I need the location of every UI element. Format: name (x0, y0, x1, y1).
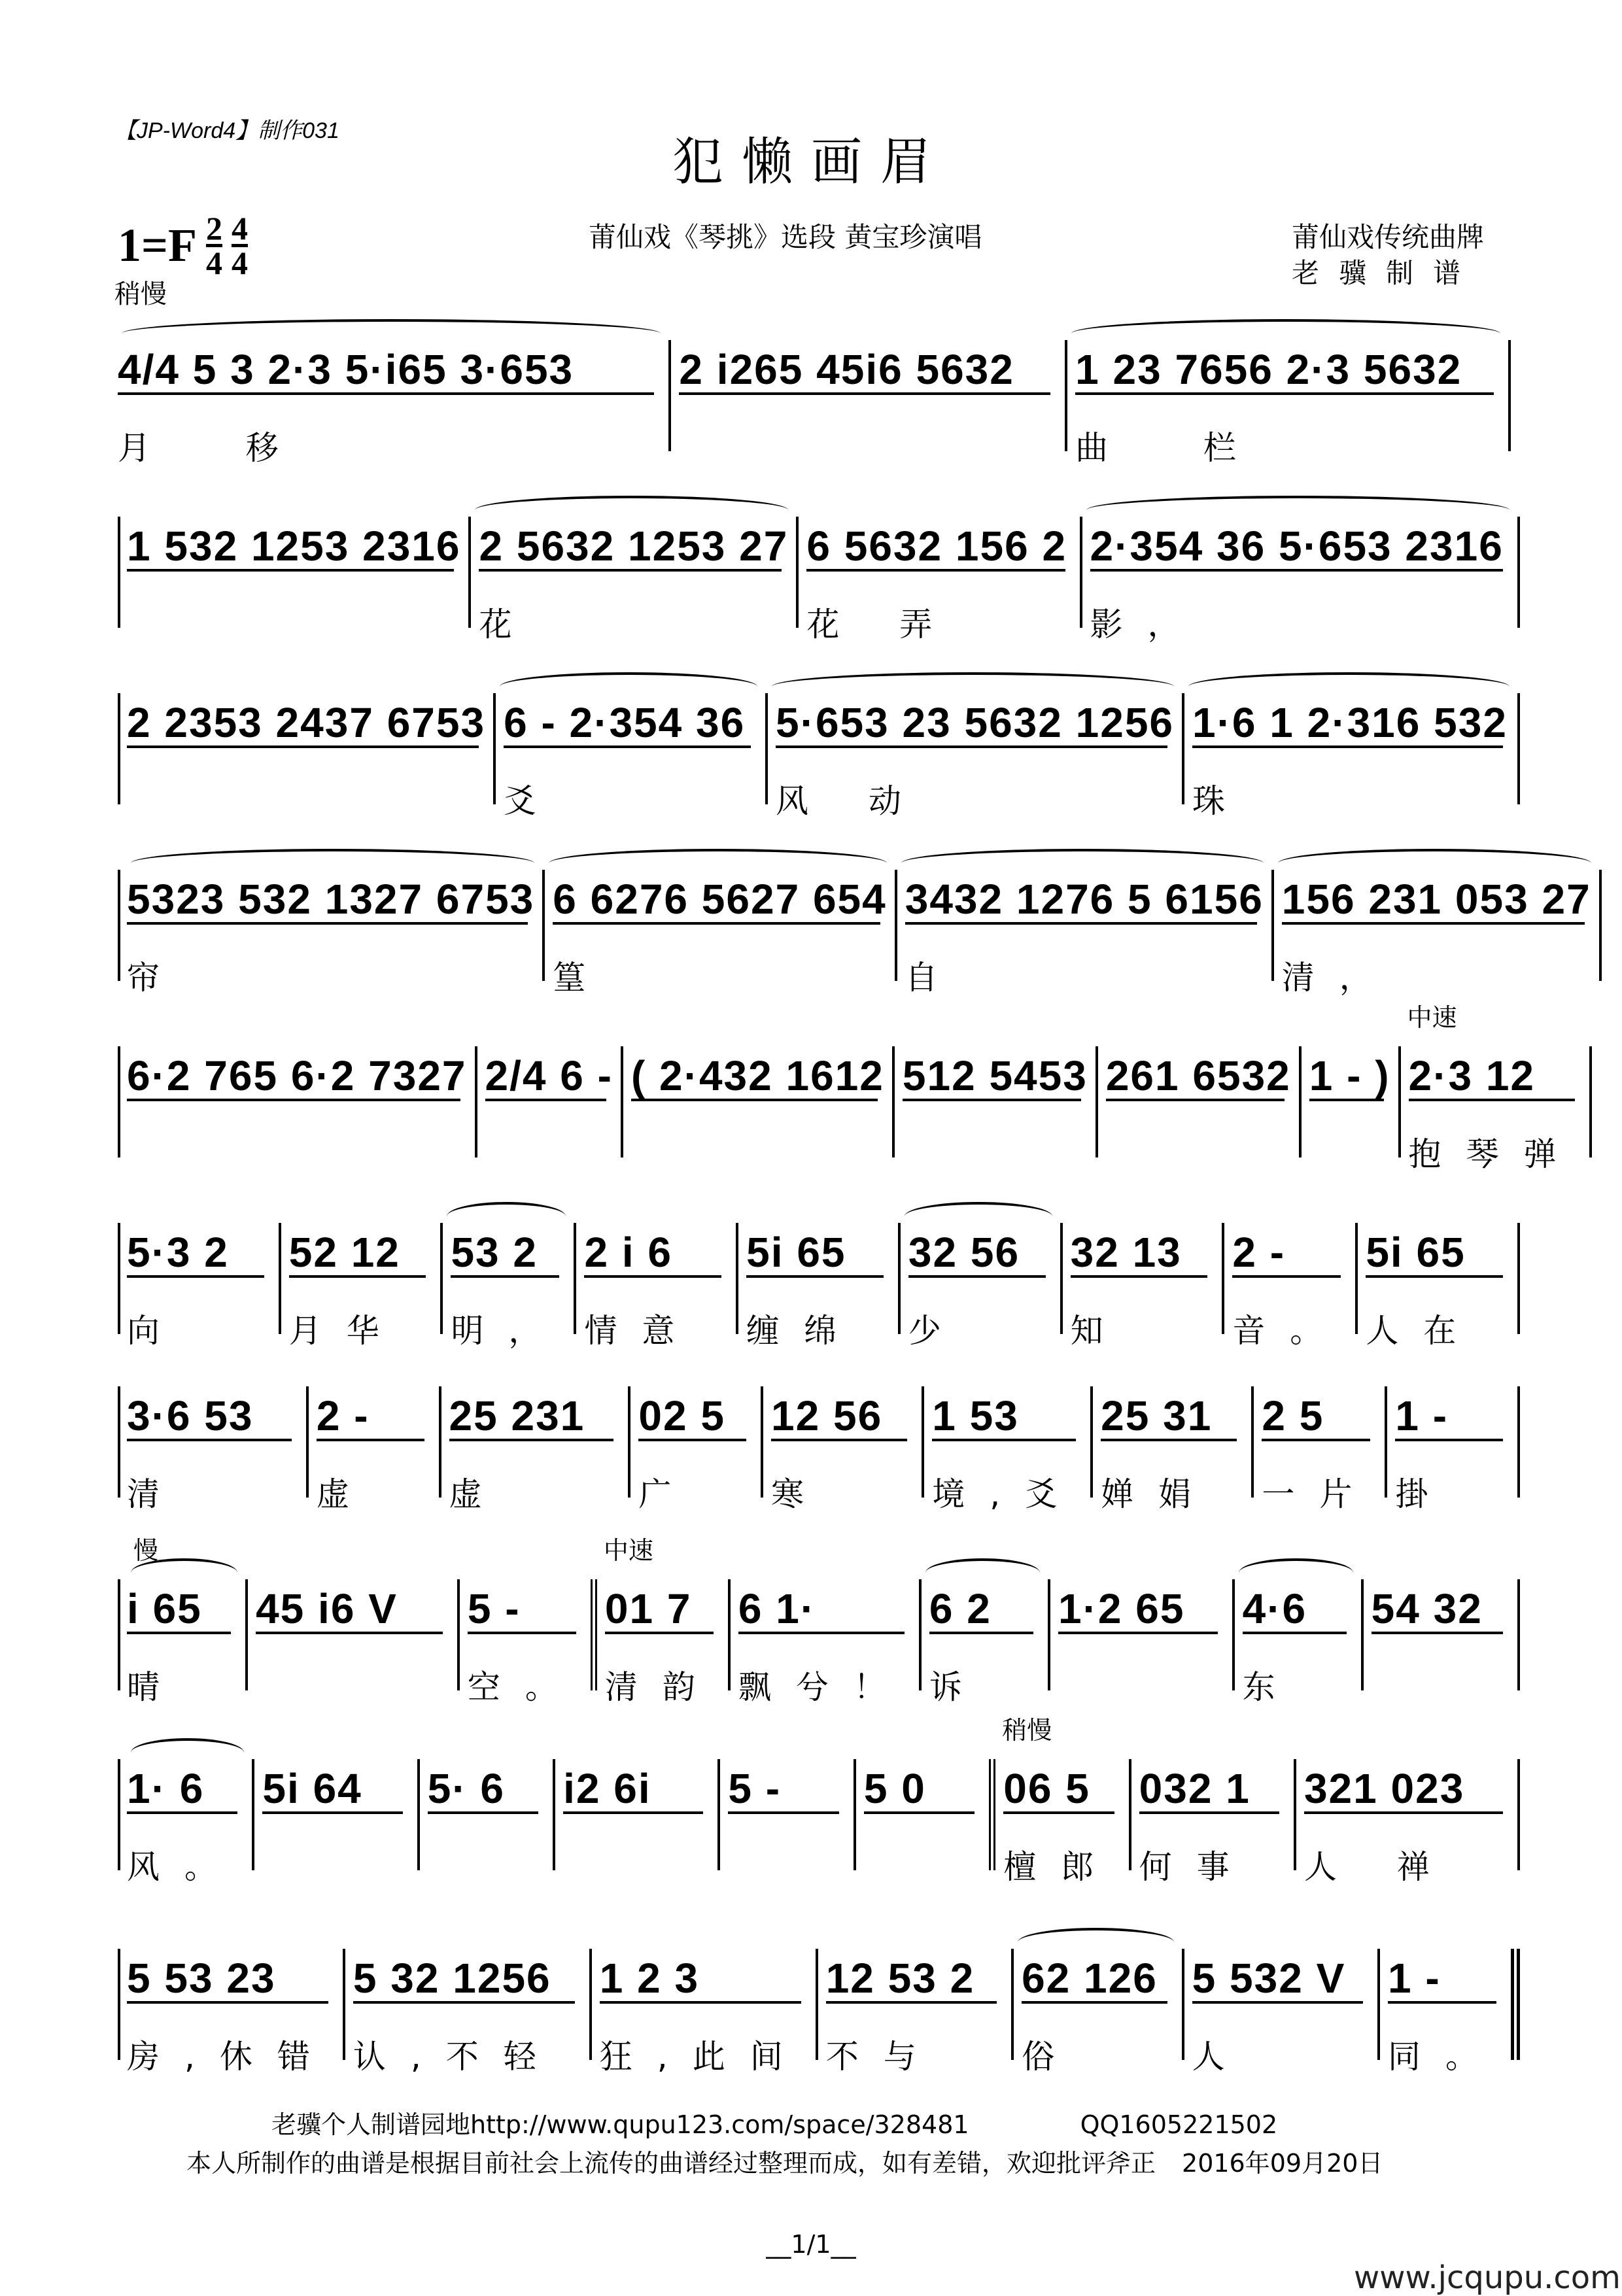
measure-lyric: 抱琴弹 (1408, 1135, 1581, 1173)
measure-lyric: 少 (908, 1312, 966, 1350)
measure (496, 693, 768, 820)
measure-notes: 2 5 (1262, 1386, 1377, 1447)
measure-notes: 6 5632 156 2 (806, 517, 1071, 577)
measure (799, 517, 1082, 643)
measure (281, 1223, 443, 1350)
measure (1098, 1046, 1302, 1157)
measure-notes: 5i 65 (746, 1223, 890, 1284)
measure-notes: 2 i 6 (584, 1223, 728, 1284)
measure (895, 1046, 1098, 1157)
measure-notes: 2 - (1232, 1223, 1347, 1284)
measure-notes: 261 6532 (1106, 1046, 1291, 1107)
measure (309, 1386, 441, 1513)
measure-lyric: 房,休错 (127, 2038, 335, 2076)
measure-notes: 2 - (317, 1386, 431, 1447)
measure (471, 517, 799, 643)
measure (1082, 517, 1521, 643)
measure-notes: 032 1 (1139, 1759, 1286, 1820)
measure-notes: 01 7 (605, 1579, 720, 1640)
measure (127, 870, 545, 997)
measure (856, 1759, 995, 1870)
measure-notes: 512 5453 (903, 1046, 1088, 1107)
measure-notes: 25 31 (1101, 1386, 1243, 1447)
measure-notes: 2 5632 1253 27 (479, 517, 788, 577)
measure (127, 1046, 477, 1157)
measure-notes: 1 2 3 (600, 1949, 808, 2010)
measure-notes: 5· 6 (428, 1759, 545, 1820)
watermark: www.jcqupu.com (1354, 2259, 1621, 2296)
measure-notes: 5·653 23 5632 1256 (776, 693, 1174, 754)
measure-notes: 4·6 (1243, 1579, 1353, 1640)
origin-label: 莆仙戏传统曲牌 (1292, 221, 1485, 253)
measure-notes: 6 6276 5627 654 (553, 870, 886, 931)
measure-notes: 5·3 2 (127, 1223, 271, 1284)
measure-notes: 1 532 1253 2316 (127, 517, 460, 577)
measure-notes: 4/4 5 3 2·3 5·i65 3·653 (118, 340, 661, 401)
measure (720, 1759, 855, 1870)
measure-notes: 54 32 (1372, 1579, 1510, 1640)
measure-lyric: 花 (479, 606, 537, 643)
measure-notes: 5 - (728, 1759, 845, 1820)
measure-notes: 2 i265 45i6 5632 (679, 340, 1057, 401)
measure-lyric: 晴 (127, 1668, 184, 1706)
measure-lyric: 清 (127, 1475, 184, 1513)
measure (671, 340, 1067, 451)
measure-lyric: 音。 (1232, 1312, 1348, 1350)
measure-lyric: 同。 (1388, 2038, 1504, 2076)
measure-lyric: 影， (1090, 606, 1205, 643)
score-system (118, 693, 1520, 820)
measure-lyric: 虚 (316, 1475, 374, 1513)
measure (576, 1223, 738, 1350)
measure-notes: 6 - 2·354 36 (504, 693, 757, 754)
measure-lyric: 爻 (504, 782, 562, 820)
score-system (118, 1949, 1520, 2076)
key-signature (118, 210, 249, 281)
measure-lyric: 帘 (127, 959, 184, 997)
measure-lyric: 知 (1070, 1312, 1128, 1350)
measure-notes: 6·2 765 6·2 7327 (127, 1046, 467, 1107)
measure-notes: 1 - (1388, 1949, 1503, 2010)
page-title: 犯懒画眉 (672, 133, 950, 192)
measure (768, 693, 1184, 820)
measure-lyric: 曲 栏 (1075, 429, 1261, 467)
measure-notes: 5 32 1256 (353, 1949, 581, 2010)
measure (818, 1949, 1014, 2076)
time-den: 4 (206, 245, 223, 281)
measure-notes: 2·3 12 (1409, 1046, 1581, 1107)
measure-notes: ( 2·432 1612 (631, 1046, 884, 1107)
measure (763, 1386, 924, 1513)
measure-notes: 52 12 (289, 1223, 433, 1284)
measure (1050, 1579, 1235, 1690)
measure-lyric: 月 移 (118, 429, 303, 467)
score-system (118, 517, 1520, 643)
measure-notes: 5 0 (864, 1759, 981, 1820)
measure-lyric: 檀郎 (1003, 1848, 1119, 1886)
measure (127, 1223, 281, 1350)
footer-date: 2016年09月20日 (1182, 2149, 1383, 2178)
measure-notes: 1·2 65 (1058, 1579, 1224, 1640)
footer-site: 老骥个人制谱园地http://www.qupu123.com/space/328481 (271, 2110, 969, 2139)
score-system (118, 1716, 1520, 1886)
measure-lyric: 何事 (1139, 1848, 1254, 1886)
measure (118, 340, 671, 467)
measure-lyric: 清韵 (604, 1668, 720, 1706)
measure-notes: 5323 532 1327 6753 (127, 870, 534, 931)
time-signature-4-4 (232, 210, 249, 281)
measure-lyric: 境,爻 (932, 1475, 1083, 1513)
measure-notes: 1 - ) (1309, 1046, 1390, 1107)
measure-notes: 6 1· (738, 1579, 911, 1640)
measure (555, 1759, 720, 1870)
measure (630, 1386, 763, 1513)
tempo-marking: 稍慢 (1002, 1716, 1052, 1745)
time-num: 2 (206, 210, 223, 247)
measure (901, 1223, 1063, 1350)
score-system (118, 1003, 1581, 1173)
tempo-marking: 中速 (603, 1536, 653, 1565)
measure-lyric: 空。 (467, 1668, 583, 1706)
measure (1387, 1386, 1520, 1513)
measure (731, 1579, 922, 1706)
measure-notes: 2 2353 2437 6753 (127, 693, 485, 754)
measure-lyric: 自 (905, 959, 963, 997)
arranger-label: 老骥制谱 (1292, 257, 1481, 289)
footer-site-line (271, 2104, 1277, 2140)
measure-notes: 1 23 7656 2·3 5632 (1075, 340, 1500, 401)
measure-notes: 3·6 53 (127, 1386, 298, 1447)
score-system (118, 340, 1511, 467)
measure-lyric: 人在 (1366, 1312, 1481, 1350)
measure-notes: 12 53 2 (826, 1949, 1003, 2010)
measure (1401, 1003, 1592, 1173)
measure-notes: 12 56 (771, 1386, 914, 1447)
measure-notes: 1· 6 (127, 1759, 244, 1820)
measure (1014, 1949, 1184, 2076)
measure (1093, 1386, 1254, 1513)
measure-lyric: 一片 (1262, 1475, 1377, 1513)
measure-lyric: 认,不轻 (353, 2038, 561, 2076)
measure-lyric: 人 (1192, 2038, 1250, 2076)
measure (1380, 1949, 1520, 2076)
measure (1296, 1759, 1520, 1886)
subtitle: 莆仙戏《琴挑》选段 黄宝珍演唱 (589, 221, 982, 253)
tempo-marking: 慢 (133, 1536, 159, 1565)
measure-notes: 5i 65 (1366, 1223, 1510, 1284)
measure-notes: 32 56 (908, 1223, 1052, 1284)
measure-lyric: 广 (638, 1475, 697, 1513)
measure (738, 1223, 901, 1350)
measure (443, 1223, 576, 1350)
measure-notes: 53 2 (451, 1223, 566, 1284)
measure (897, 870, 1274, 997)
measure-notes: 02 5 (638, 1386, 753, 1447)
measure (1254, 1386, 1387, 1513)
measure (623, 1046, 895, 1157)
measure-notes: 5i 64 (262, 1759, 409, 1820)
measure-lyric: 情意 (584, 1312, 700, 1350)
measure (460, 1579, 597, 1706)
measure-lyric: 虚 (449, 1475, 507, 1513)
time-den: 4 (232, 245, 249, 281)
measure (1184, 693, 1520, 820)
measure (248, 1579, 460, 1690)
measure-notes: 2·354 36 5·653 2316 (1090, 517, 1510, 577)
measure-lyric: 婵娟 (1101, 1475, 1216, 1513)
measure-lyric: 花 弄 (806, 606, 958, 643)
key-label: 1=F (118, 219, 198, 271)
measure (127, 517, 471, 628)
measure-lyric: 诉 (929, 1668, 987, 1706)
time-signature-2-4 (206, 210, 223, 281)
measure-lyric: 月华 (288, 1312, 404, 1350)
measure-notes: i 65 (127, 1579, 237, 1640)
measure (1063, 1223, 1225, 1350)
measure (1302, 1046, 1401, 1157)
measure (345, 1949, 592, 2076)
measure-lyric: 狂,此间 (599, 2038, 808, 2076)
measure-lyric: 不与 (825, 2038, 941, 2076)
measure (1224, 1223, 1358, 1350)
measure (254, 1759, 419, 1870)
measure-lyric: 风。 (127, 1848, 242, 1886)
measure-lyric: 明， (451, 1312, 566, 1350)
measure (477, 1046, 623, 1157)
page-number: __1/1__ (766, 2230, 856, 2259)
measure-lyric: 缠绵 (746, 1312, 862, 1350)
measure-notes: 06 5 (1003, 1759, 1120, 1820)
measure-lyric: 俗 (1022, 2038, 1080, 2076)
maker-label: 【JP-Word4】制作031 (114, 118, 339, 143)
measure-notes: 62 126 (1022, 1949, 1174, 2010)
measure (922, 1579, 1050, 1706)
measure-notes: 5 53 23 (127, 1949, 335, 2010)
measure-lyric: 寒 (771, 1475, 829, 1513)
tempo-marking: 中速 (1407, 1003, 1457, 1032)
measure-lyric: 珠 (1192, 782, 1251, 820)
footer-note-line (186, 2143, 1383, 2179)
measure-notes: 321 023 (1304, 1759, 1510, 1820)
measure (592, 1949, 818, 2076)
measure (1358, 1223, 1520, 1350)
footer-note: 本人所制作的曲谱是根据目前社会上流传的曲谱经过整理而成，如有差错，欢迎批评斧正 (186, 2149, 1156, 2178)
measure (1067, 340, 1511, 467)
initial-tempo: 稍慢 (114, 279, 167, 309)
measure (127, 1759, 254, 1886)
measure-lyric: 清， (1281, 959, 1397, 997)
measure (127, 1386, 309, 1513)
measure (127, 693, 496, 804)
score-system (118, 870, 1591, 997)
measure (1184, 1949, 1380, 2076)
measure-notes: i2 6i (563, 1759, 710, 1820)
measure-notes: 3432 1276 5 6156 (905, 870, 1264, 931)
measure (924, 1386, 1093, 1513)
measure-notes: 32 13 (1071, 1223, 1215, 1284)
measure-notes: 45 i6 V (256, 1579, 449, 1640)
measure-notes: 5 532 V (1192, 1949, 1370, 2010)
measure (1364, 1579, 1520, 1690)
score-system (118, 1386, 1520, 1513)
measure-lyric: 风 动 (776, 782, 926, 820)
score-system (118, 1223, 1520, 1350)
measure-notes: 25 231 (449, 1386, 621, 1447)
measure-notes: 5 - (468, 1579, 583, 1640)
footer-qq: QQ1605221502 (1080, 2110, 1278, 2139)
measure (1274, 870, 1602, 997)
measure-notes: 1 - (1395, 1386, 1510, 1447)
measure (545, 870, 897, 997)
measure-notes: 1·6 1 2·316 532 (1192, 693, 1510, 754)
score-system (118, 1536, 1520, 1706)
measure-lyric: 东 (1242, 1668, 1300, 1706)
measure-lyric: 篁 (553, 959, 611, 997)
measure (597, 1536, 731, 1706)
measure-lyric: 向 (127, 1312, 184, 1350)
measure-lyric: 掛 (1395, 1475, 1453, 1513)
measure-notes: 1 53 (932, 1386, 1082, 1447)
measure-lyric: 人 禅 (1303, 1848, 1455, 1886)
measure (127, 1949, 345, 2076)
measure (1235, 1579, 1364, 1706)
measure (441, 1386, 631, 1513)
measure (420, 1759, 555, 1870)
measure-notes: 2/4 6 - (485, 1046, 613, 1107)
measure-notes: 156 231 053 27 (1282, 870, 1591, 931)
measure (995, 1716, 1131, 1886)
measure-notes: 6 2 (929, 1579, 1040, 1640)
measure (1131, 1759, 1296, 1886)
time-num: 4 (232, 210, 249, 247)
measure-lyric: 飘兮！ (738, 1668, 911, 1706)
measure (127, 1536, 248, 1706)
